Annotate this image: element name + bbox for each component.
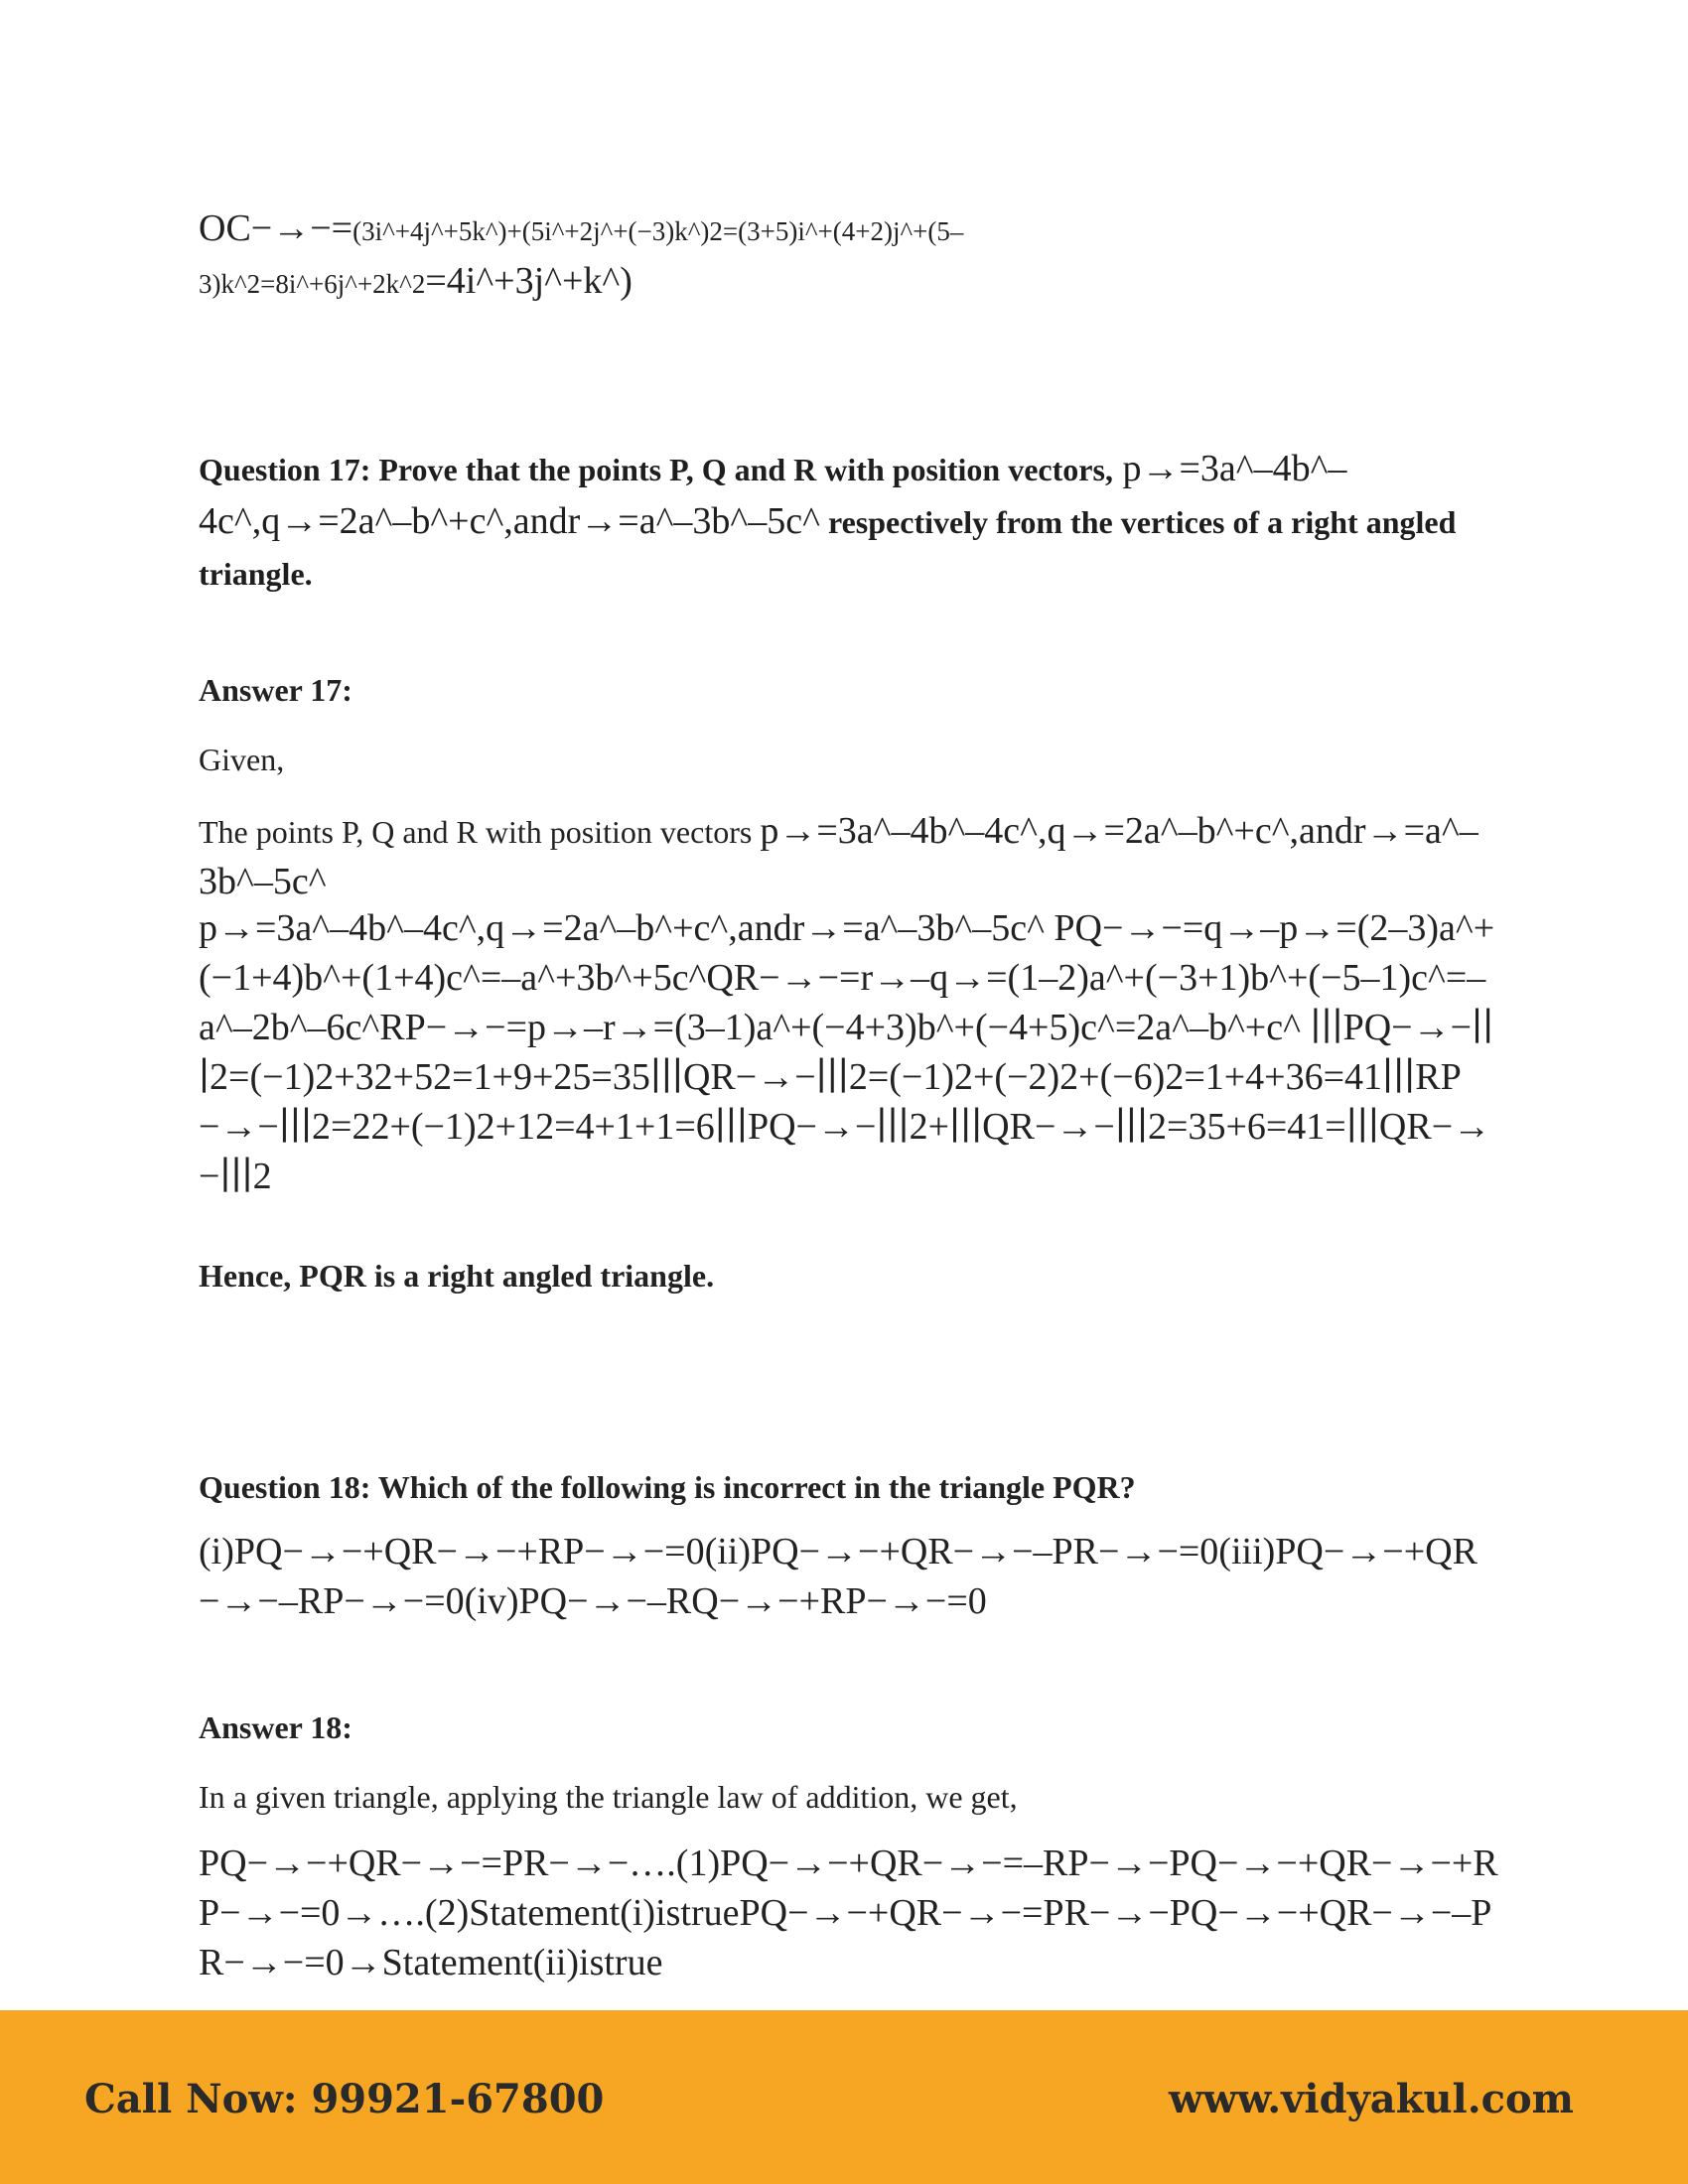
- footer-banner: [0, 2010, 1688, 2184]
- answer-17-conclusion: Hence, PQR is a right angled triangle.: [199, 1258, 715, 1294]
- q17-math-1: p→=3a^–4b^–: [1112, 448, 1347, 489]
- oc-part-3: (3+5)i^+(4+2)j^+(5–: [738, 216, 964, 246]
- oc-part-1: OC−→−=: [199, 207, 353, 249]
- oc-part-4: 3)k^2=8i^+6j^+2k^2: [199, 269, 426, 299]
- answer-17-heading: Answer 17:: [199, 672, 352, 708]
- website-link[interactable]: www.vidyakul.com: [1168, 2076, 1574, 2122]
- question-17: [199, 443, 1499, 600]
- answer-17-given: Given,: [199, 742, 285, 777]
- oc-part-2: (3i^+4j^+5k^)+(5i^+2j^+(−3)k^)2=: [352, 216, 739, 246]
- a17-intro-math: p→=3a^–4b^–4c^,q→=2a^–b^+c^,andr→=a^–3b^–5c^: [199, 810, 1478, 902]
- q17-tail: respectively from the vertices of a right angled triangle.: [199, 504, 1457, 592]
- answer-17-calculation: p→=3a^–4b^–4c^,q→=2a^–b^+c^,andr→=a^–3b^–5c^ PQ−→−=q→–p→=(2–3)a^+(−1+4)b^+(1+4)c^=–a^+3b^+5c^QR−→−=r→–q→=(1–2)a^+(−3+1)b^+(−5–1)c^=–a^–2b^–6c^RP−→−=p→–r→=(3–1)a^+(−4+3)b^+(−4+5)c^=2a^–b^+c^ ∣∣∣PQ−→−∣∣∣2=(−1)2+32+52=1+9+25=35∣∣∣QR−→−∣∣∣2=(−1)2+(−2)2+(−6)2=1+4+36=41∣∣∣RP−→−∣∣∣2=22+(−1)2+12=4+1+1=6∣∣∣PQ−→−∣∣∣2+∣∣∣QR−→−∣∣∣2=35+6=41=∣∣∣QR−→−∣∣∣2: [199, 907, 1495, 1197]
- oc-equation: [199, 204, 1499, 309]
- q17-math-2: 4c^,q→=2a^–b^+c^,andr→=a^–3b^–5c^: [199, 500, 820, 542]
- answer-17-intro: [199, 806, 1499, 907]
- answer-18-heading: Answer 18:: [199, 1709, 352, 1745]
- oc-part-5: =4i^+3j^+k^): [425, 260, 633, 302]
- question-18-options: (i)PQ−→−+QR−→−+RP−→−=0(ii)PQ−→−+QR−→−–PR−→−=0(iii)PQ−→−+QR−→−–RP−→−=0(iv)PQ−→−–RQ−→−+RP−→−=0: [199, 1531, 1477, 1622]
- answer-18-intro: In a given triangle, applying the triangle law of addition, we get,: [199, 1779, 1018, 1815]
- q17-lead: Question 17: Prove that the points P, Q and R with position vectors,: [199, 452, 1113, 487]
- a17-intro-text: The points P, Q and R with position vectors: [199, 814, 761, 850]
- call-now-text: Call Now: 99921-67800: [84, 2076, 605, 2122]
- question-18: Question 18: Which of the following is incorrect in the triangle PQR?: [199, 1469, 1136, 1505]
- answer-18-work: PQ−→−+QR−→−=PR−→−….(1)PQ−→−+QR−→−=–RP−→−PQ−→−+QR−→−+RP−→−=0→….(2)Statement(i)istruePQ−→−+QR−→−=PR−→−PQ−→−+QR−→−–PR−→−=0→Statement(ii)istrue: [199, 1843, 1498, 1983]
